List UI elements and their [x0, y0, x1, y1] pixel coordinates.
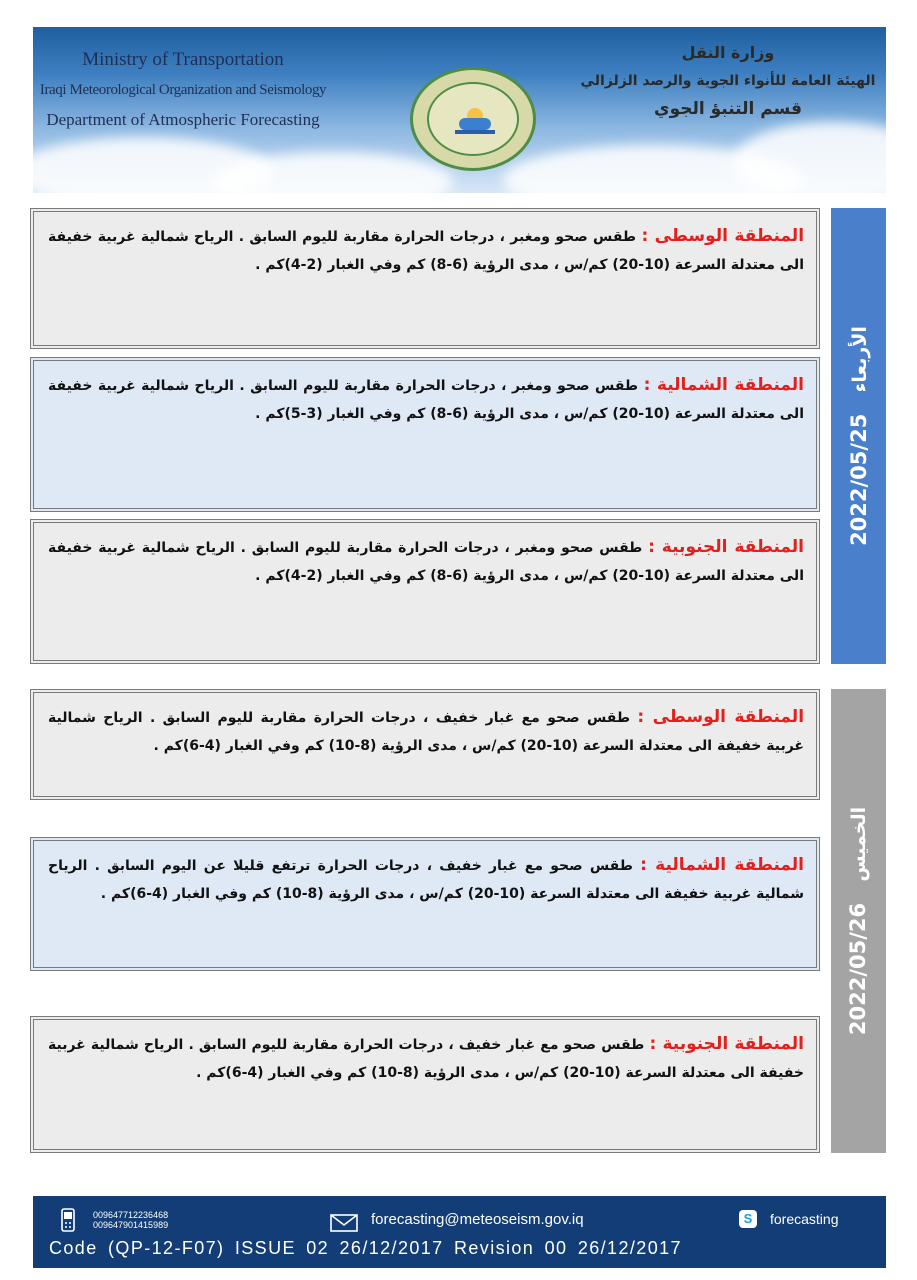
forecast-box-day2-south	[30, 1016, 820, 1153]
ministry-name-en: Ministry of Transportation	[82, 49, 284, 70]
header-english	[33, 45, 333, 135]
day-panel-1	[831, 208, 886, 664]
email-link[interactable]: forecasting@meteoseism.gov.iq	[371, 1211, 584, 1228]
forecast-text: طقس صحو مع غبار خفيف ، درجات الحرارة مقاربة لليوم السابق . الرياح شمالية غربية خفيفة الى معتدلة السرعة (10-20) كم/س ، مدى الرؤية (8-10) كم وفي الغبار (4-6)كم .	[48, 710, 804, 754]
header-arabic	[578, 39, 878, 123]
forecast-text: طقس صحو ومغبر ، درجات الحرارة مقاربة لليوم السابق . الرياح شمالية غربية خفيفة الى معتدلة السرعة (10-20) كم/س ، مدى الرؤية (6-8) كم وفي الغبار (3-5)كم .	[48, 378, 804, 422]
organization-name-ar: الهيئة العامة للأنواء الجوية والرصد الزلزالي	[580, 73, 876, 89]
skype-handle[interactable]: forecasting	[770, 1211, 839, 1227]
forecast-box-day1-south	[30, 519, 820, 664]
footer-bar	[33, 1196, 886, 1268]
phone-numbers	[93, 1210, 168, 1230]
forecast-box-day2-north	[30, 837, 820, 971]
region-label: المنطقة الجنوبية :	[648, 537, 805, 557]
header-banner	[33, 27, 886, 193]
region-label: المنطقة الشمالية :	[643, 375, 804, 395]
organization-name-en: Iraqi Meteorological Organization and Seismology	[39, 82, 327, 98]
day-name: الأربعاء	[848, 326, 871, 393]
phone-number-2: 009647901415989	[93, 1220, 169, 1230]
phone-icon	[61, 1208, 75, 1232]
day-label-1	[847, 326, 871, 546]
logo-inner-ring	[427, 82, 519, 156]
region-label: المنطقة الجنوبية :	[649, 1034, 805, 1054]
day-name: الخميس	[848, 806, 871, 882]
organization-logo	[410, 67, 536, 171]
region-label: المنطقة الوسطى :	[641, 226, 805, 246]
day-date: 2022/05/26	[846, 902, 871, 1036]
forecast-box-day2-central	[30, 689, 820, 800]
day-panel-2	[831, 689, 886, 1153]
region-label: المنطقة الشمالية :	[640, 855, 805, 875]
forecast-text: طقس صحو مع غبار خفيف ، درجات الحرارة ترتفع قليلا عن اليوم السابق . الرياح شمالية غربية خفيفة الى معتدلة السرعة (10-20) كم/س ، مدى الرؤية (8-10) كم وفي الغبار (4-6)كم .	[48, 858, 804, 902]
mail-icon	[330, 1214, 358, 1232]
forecast-text: طقس صحو ومغبر ، درجات الحرارة مقاربة لليوم السابق . الرياح شمالية غربية خفيفة الى معتدلة السرعة (10-20) كم/س ، مدى الرؤية (6-8) كم وفي الغبار (2-4)كم .	[48, 229, 804, 273]
day-label-2	[847, 807, 871, 1035]
forecast-box-day1-central	[30, 208, 820, 349]
skype-icon: S	[739, 1210, 757, 1228]
ministry-name-ar: وزارة النقل	[681, 43, 775, 62]
cloud-sun-icon	[451, 104, 499, 138]
document-code: Code (QP-12-F07) ISSUE 02 26/12/2017 Revision 00 26/12/2017	[49, 1238, 682, 1258]
department-name-ar: قسم التنبؤ الجوي	[654, 99, 802, 119]
forecast-box-day1-north	[30, 357, 820, 512]
forecast-text: طقس صحو ومغبر ، درجات الحرارة مقاربة لليوم السابق . الرياح شمالية غربية خفيفة الى معتدلة السرعة (10-20) كم/س ، مدى الرؤية (6-8) كم وفي الغبار (2-4)كم .	[48, 540, 804, 584]
forecast-text: طقس صحو مع غبار خفيف ، درجات الحرارة مقاربة لليوم السابق . الرياح شمالية غربية خفيفة الى معتدلة السرعة (10-20) كم/س ، مدى الرؤية (8-10) كم وفي الغبار (4-6)كم .	[48, 1037, 804, 1081]
phone-number-1: 009647712236468	[93, 1210, 169, 1220]
cloud-decoration	[733, 122, 886, 193]
department-name-en: Department of Atmospheric Forecasting	[46, 110, 320, 129]
region-label: المنطقة الوسطى :	[637, 707, 805, 727]
day-date: 2022/05/25	[846, 413, 871, 546]
